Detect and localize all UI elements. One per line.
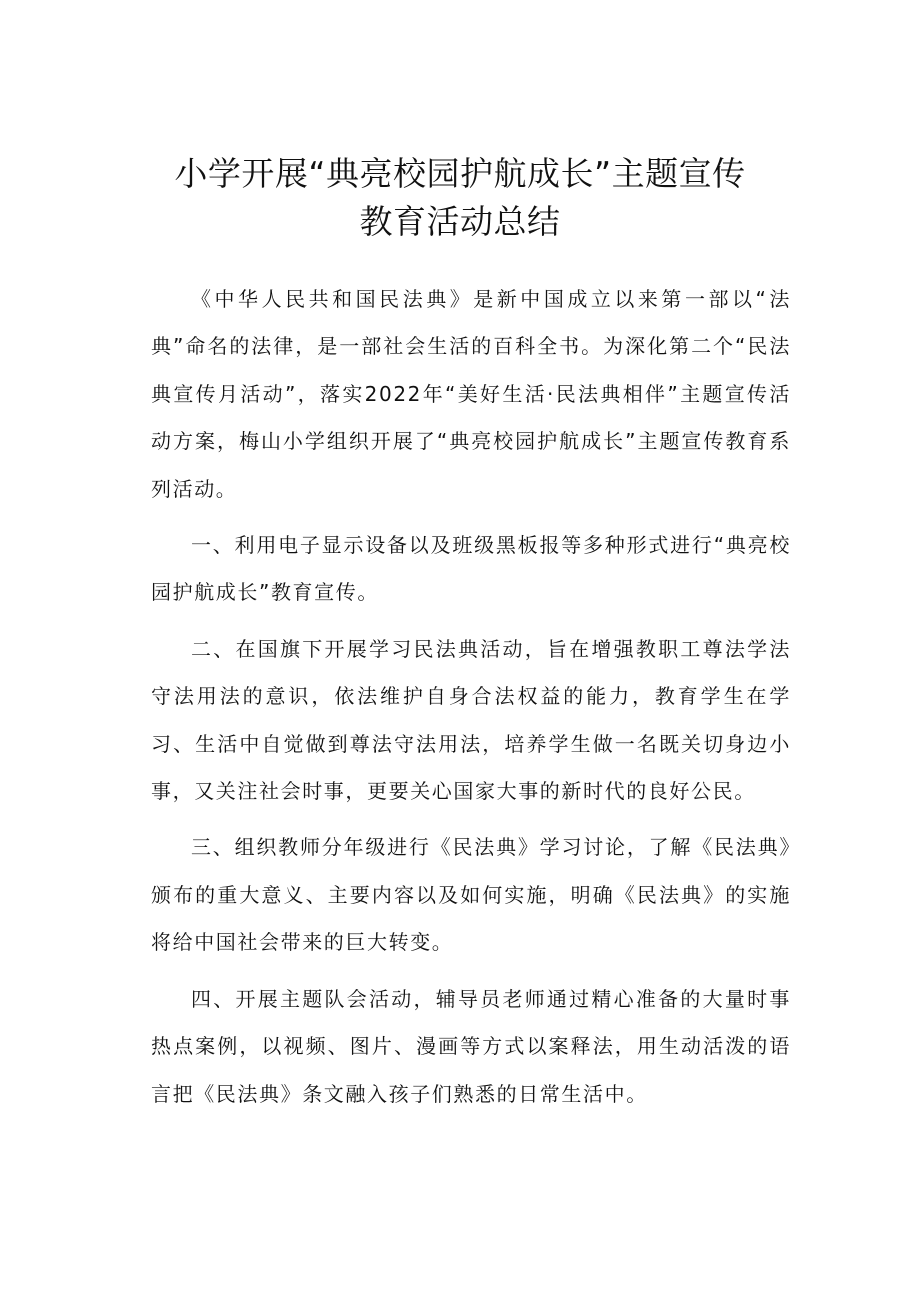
title-line-2: 教育活动总结 <box>359 202 561 242</box>
section-4-paragraph: 四、开展主题队会活动，辅导员老师通过精心准备的大量时事热点案例，以视频、图片、漫画等方式以案释法，用生动活泼的语言把《民法典》条文融入孩子们熟悉的日常生活中。 <box>151 986 791 1106</box>
section-3-paragraph: 三、组织教师分年级进行《民法典》学习讨论，了解《民法典》颁布的重大意义、主要内容以及如何实施，明确《民法典》的实施将给中国社会带来的巨大转变。 <box>151 835 791 955</box>
document-title <box>120 150 800 246</box>
section-1-paragraph: 一、利用电子显示设备以及班级黑板报等多种形式进行“典亮校园护航成长”教育宣传。 <box>151 533 791 605</box>
document-body <box>151 276 791 1127</box>
section-2-paragraph: 二、在国旗下开展学习民法典活动，旨在增强教职工尊法学法守法用法的意识，依法维护自身合法权益的能力，教育学生在学习、生活中自觉做到尊法守法用法，培养学生做一名既关切身边小事，又关注社会时事，更要关心国家大事的新时代的良好公民。 <box>151 636 791 804</box>
title-line-1: 小学开展“典亮校园护航成长”主题宣传 <box>174 154 746 194</box>
intro-paragraph: 《中华人民共和国民法典》是新中国成立以来第一部以“法典”命名的法律，是一部社会生活的百科全书。为深化第二个“民法典宣传月活动”，落实2022年“美好生活·民法典相伴”主题宣传活动方案，梅山小学组织开展了“典亮校园护航成长”主题宣传教育系列活动。 <box>151 287 791 501</box>
